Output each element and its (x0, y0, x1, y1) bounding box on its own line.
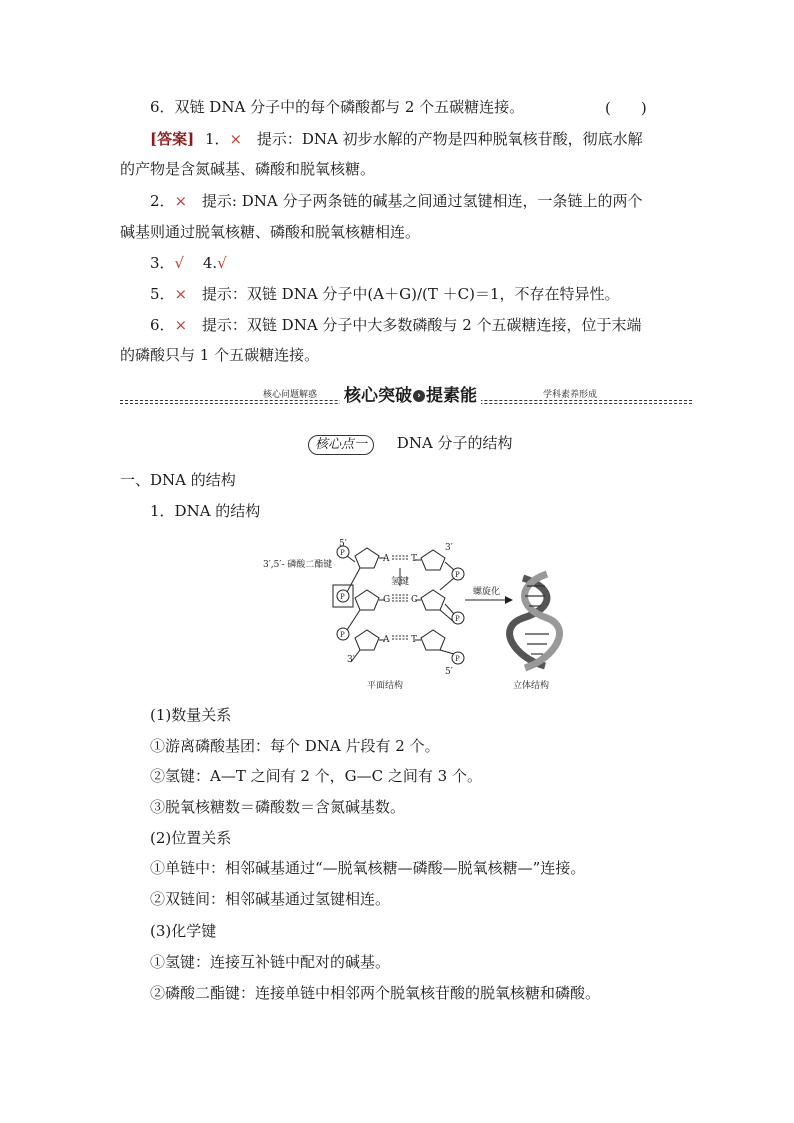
label-helix: 螺旋化 (473, 587, 501, 597)
heading-position: (2)位置关系 (150, 829, 232, 847)
section-banner (120, 381, 692, 407)
caption-flat: 平面结构 (367, 681, 404, 690)
check-mark-icon: √ (174, 254, 185, 272)
answer-6 (150, 315, 710, 335)
phosphate-label: P (455, 655, 460, 663)
answer-5-text: 提示：双链 DNA 分子中(A＋G)/(T ＋C)＝1，不存在特异性。 (201, 285, 620, 303)
subsection-heading: 1．DNA 的结构 (150, 502, 261, 520)
phosphate-label: P (340, 549, 345, 557)
cross-mark-icon: × (174, 285, 188, 303)
answer-4-num: 4. (202, 254, 218, 272)
answer-parentheses: ( ) (605, 99, 647, 117)
label-5prime: 5′ (445, 667, 453, 677)
arrow-icon: › (413, 390, 425, 402)
double-helix-icon (510, 574, 560, 668)
para-bonds-2: ②磷酸二酯键：连接单链中相邻两个脱氧核苷酸的脱氧核糖和磷酸。 (150, 984, 601, 1002)
phosphate-label: P (455, 571, 460, 579)
answer-2 (150, 191, 710, 211)
check-mark-icon: √ (217, 254, 227, 272)
sugar-pentagon (421, 590, 445, 610)
arrow-icon (505, 596, 513, 604)
base-g: G (383, 595, 391, 605)
answer-1 (150, 129, 710, 149)
answer-1-cont: 的产物是含氮碱基、磷酸和脱氧核糖。 (120, 160, 376, 178)
banner-title-a: 核心突破 (344, 386, 412, 406)
label-3prime: 3′ (347, 655, 355, 665)
answer-tag: [答案] (150, 130, 195, 148)
para-quantity-1: ①游离磷酸基团：每个 DNA 片段有 2 个。 (150, 737, 440, 755)
answer-5 (150, 284, 710, 304)
answer-2-cont: 碱基则通过脱氧核糖、磷酸和脱氧核糖相连。 (120, 223, 421, 241)
para-position-1: ①单链中：相邻碱基通过“—脱氧核糖—磷酸—脱氧核糖—”连接。 (150, 859, 586, 877)
answer-1-num: 1． (204, 130, 230, 148)
base-a: A (383, 554, 390, 564)
sugar-pentagon (355, 630, 379, 650)
heading-quantity: (1)数量关系 (150, 706, 232, 724)
base-t: T (411, 635, 418, 645)
answer-6-text: 提示：双链 DNA 分子中大多数磷酸与 2 个五碳糖连接，位于末端 (201, 316, 642, 334)
cross-mark-icon: × (174, 316, 188, 334)
answer-3-num: 3． (150, 254, 175, 272)
heading-bonds: (3)化学键 (150, 922, 217, 940)
label-phosphodiester-bond: 3′,5′- 磷酸二酯键 (263, 560, 333, 570)
cross-mark-icon: × (174, 192, 188, 210)
answer-2-text: 提示: DNA 分子两条链的碱基之间通过氢键相连，一条链上的两个 (201, 192, 643, 210)
dna-structure-figure (255, 538, 595, 690)
caption-3d: 立体结构 (513, 681, 550, 690)
banner-title (340, 381, 481, 406)
answer-6-cont: 的磷酸只与 1 个五碳糖连接。 (120, 346, 320, 364)
answer-5-num: 5． (150, 285, 175, 303)
sugar-pentagon (355, 590, 379, 610)
label-3prime: 3′ (445, 543, 453, 553)
sugar-pentagon (355, 548, 379, 568)
answer-6-num: 6． (150, 316, 175, 334)
para-position-2: ②双链间：相邻碱基通过氢键相连。 (150, 890, 391, 908)
answer-3-4 (150, 253, 710, 273)
para-bonds-1: ①氢键：连接互补链中配对的碱基。 (150, 953, 391, 971)
label-hydrogen-bond: 氢键 (391, 577, 410, 587)
base-a: A (383, 635, 390, 645)
answer-2-num: 2． (150, 192, 175, 210)
answer-1-text: 提示：DNA 初步水解的产物是四种脱氧核苷酸，彻底水解 (256, 130, 643, 148)
section-heading: 一、DNA 的结构 (120, 471, 236, 489)
label-5prime: 5′ (339, 539, 347, 549)
keypoint-heading (308, 432, 513, 454)
phosphate-label: P (340, 593, 345, 601)
banner-right-caption: 学科素养形成 (540, 387, 600, 400)
phosphate-label: P (455, 615, 460, 623)
sugar-pentagon (421, 550, 445, 570)
cross-mark-icon: × (229, 130, 243, 148)
sugar-pentagon (421, 630, 445, 650)
base-t: T (411, 554, 418, 564)
base-c: C (411, 595, 418, 605)
banner-left-caption: 核心问题解惑 (260, 387, 320, 400)
question-6-text: 6．双链 DNA 分子中的每个磷酸都与 2 个五碳糖连接。 (150, 98, 525, 116)
para-quantity-2: ②氢键：A—T 之间有 2 个，G—C 之间有 3 个。 (150, 767, 482, 785)
phosphate-label: P (340, 631, 345, 639)
banner-title-b: 提素能 (426, 386, 477, 406)
para-quantity-3: ③脱氧核糖数＝磷酸数＝含氮碱基数。 (150, 798, 406, 816)
keypoint-title: DNA 分子的结构 (396, 434, 513, 452)
keypoint-badge: 核心点一 (308, 435, 374, 455)
